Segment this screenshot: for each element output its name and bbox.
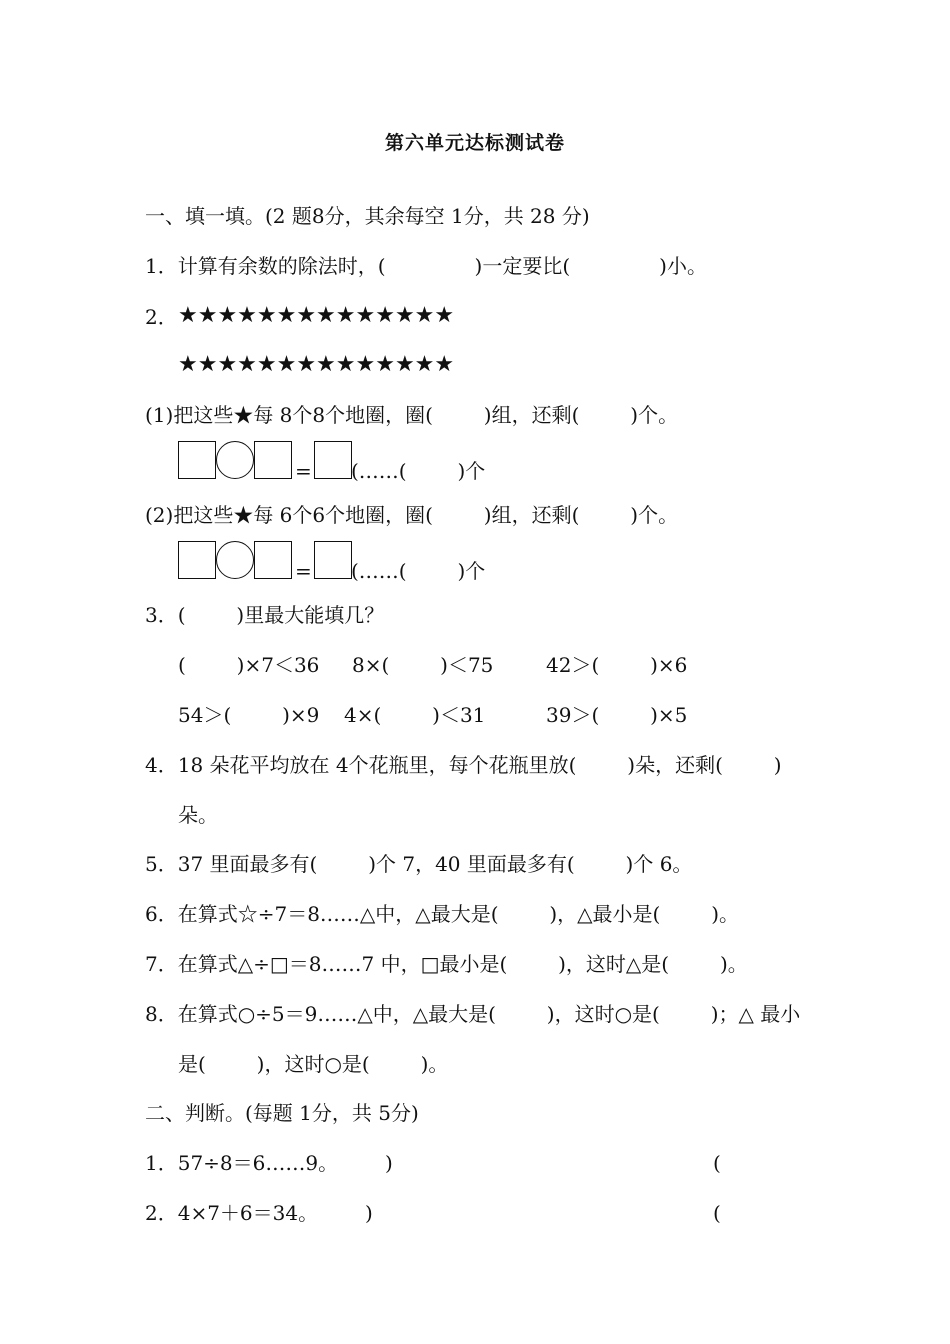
inequality-item: 8×( )＜75: [352, 653, 494, 677]
question-2-part-1: (1)把这些★每 8个8个地圈，圈( )组，还剩( )个。: [145, 403, 679, 427]
question-4-continued: 朵。: [178, 803, 218, 827]
question-2-label: 2．: [145, 305, 178, 329]
question-5: 5．37 里面最多有( )个 7，40 里面最多有( )个 6。: [145, 852, 693, 876]
question-1: 1．计算有余数的除法时，( )一定要比( )小。: [145, 254, 707, 278]
judgement-1-close-paren: ): [385, 1151, 393, 1175]
judgement-2-close-paren: ): [365, 1201, 373, 1225]
inequality-item: 42＞( )×6: [546, 653, 688, 677]
answer-box: [254, 441, 292, 479]
remainder-text: (……( )个: [351, 559, 486, 583]
answer-box: [314, 541, 352, 579]
question-2-part-2: (2)把这些★每 6个6个地圈，圈( )组，还剩( )个。: [145, 503, 679, 527]
answer-box: [314, 441, 352, 479]
inequality-item: 39＞( )×5: [546, 703, 688, 727]
judgement-2-answer-paren: (: [713, 1201, 721, 1225]
section-2-heading: 二、判断。(每题 1分，共 5分): [145, 1101, 419, 1125]
page-title: 第六单元达标测试卷: [384, 132, 565, 154]
question-8-continued: 是( )，这时○是( )。: [178, 1052, 449, 1076]
inequality-item: 4×( )＜31: [344, 703, 486, 727]
equals-sign: =: [295, 559, 312, 583]
equals-sign: =: [295, 459, 312, 483]
question-6: 6．在算式☆÷7＝8……△中，△最大是( )，△最小是( )。: [145, 902, 740, 926]
inequality-item: ( )×7＜36: [178, 653, 320, 677]
star-row-2: ★★★★★★★★★★★★★★: [178, 352, 455, 377]
answer-box: [178, 441, 216, 479]
question-3: 3．( )里最大能填几？: [145, 603, 385, 627]
question-4: 4．18 朵花平均放在 4个花瓶里，每个花瓶里放( )朵，还剩( ): [145, 753, 782, 777]
inequality-item: 54＞( )×9: [178, 703, 320, 727]
question-7: 7．在算式△÷□＝8……7 中，□最小是( )，这时△是( )。: [145, 952, 748, 976]
operator-circle: [216, 541, 254, 579]
question-8: 8．在算式○÷5＝9……△中，△最大是( )，这时○是( )；△ 最小: [145, 1002, 801, 1026]
answer-box: [254, 541, 292, 579]
judgement-1: 1．57÷8＝6……9。: [145, 1151, 339, 1175]
section-1-heading: 一、填一填。(2 题8分，其余每空 1分，共 28 分): [145, 204, 590, 228]
answer-box: [178, 541, 216, 579]
operator-circle: [216, 441, 254, 479]
remainder-text: (……( )个: [351, 459, 486, 483]
star-row-1: ★★★★★★★★★★★★★★: [178, 303, 455, 328]
judgement-1-answer-paren: (: [713, 1151, 721, 1175]
judgement-2: 2．4×7＋6＝34。: [145, 1201, 319, 1225]
